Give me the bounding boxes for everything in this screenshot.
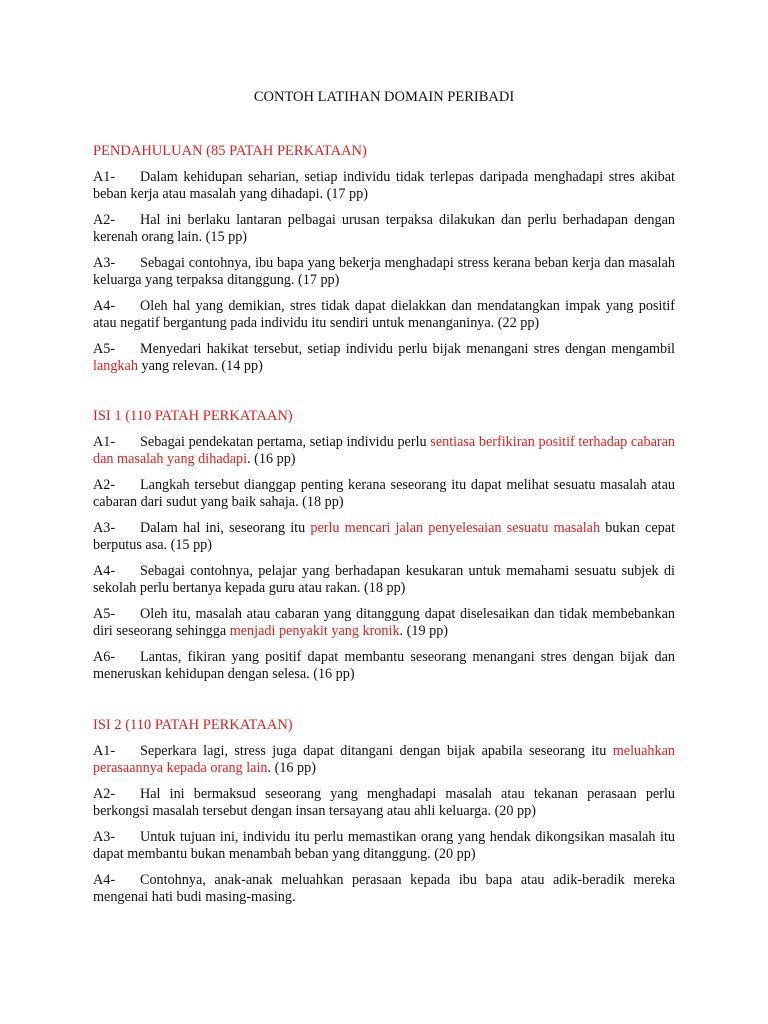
paragraph-isi-2-4 xyxy=(93,872,675,907)
paragraph-label: A5- xyxy=(93,606,116,622)
paragraph-label: A3- xyxy=(93,520,116,536)
paragraph-label: A3- xyxy=(93,255,116,271)
section-isi-2 xyxy=(93,716,675,915)
paragraph-isi-2-3 xyxy=(93,829,675,864)
paragraph-text: Lantas, fikiran yang positif dapat membantu seseorang menangani stres dengan bijak dan meneruskan kehidupan dengan selesa. (16 pp) xyxy=(93,649,675,683)
paragraph-text: Langkah tersebut dianggap penting kerana seseorang itu dapat melihat sesuatu masalah atau cabaran dari sudut yang baik sahaja. (18 pp) xyxy=(93,477,675,511)
paragraph-isi-1-1 xyxy=(93,434,675,469)
paragraph-text: Menyedari hakikat tersebut, setiap individu perlu bijak menangani stres dengan mengambil xyxy=(140,341,675,357)
paragraph-label: A2- xyxy=(93,786,116,802)
paragraph-isi-1-6 xyxy=(93,649,675,684)
paragraph-isi-1-3 xyxy=(93,520,675,555)
paragraph-text: Untuk tujuan ini, individu itu perlu memastikan orang yang hendak dikongsikan masalah itu dapat membantu bukan menambah beban yang ditanggung. (20 pp) xyxy=(93,829,675,863)
paragraph-text: Dalam kehidupan seharian, setiap individu tidak terlepas daripada menghadapi stres akibat beban kerja atau masalah yang dihadapi. (17 pp) xyxy=(93,169,675,203)
highlighted-text: perlu mencari jalan penyelesaian sesuatu masalah xyxy=(310,520,601,536)
paragraph-text: yang relevan. (14 pp) xyxy=(137,358,263,375)
paragraph-label: A4- xyxy=(93,563,116,579)
paragraph-pendahuluan-4 xyxy=(93,298,675,333)
paragraph-isi-1-2 xyxy=(93,477,675,512)
paragraph-isi-2-2 xyxy=(93,786,675,821)
highlighted-text: menjadi penyakit yang kronik xyxy=(229,623,400,640)
paragraph-label: A6- xyxy=(93,649,116,665)
paragraph-label: A3- xyxy=(93,829,116,845)
paragraph-label: A2- xyxy=(93,212,116,228)
paragraph-text: . (19 pp) xyxy=(399,623,449,640)
paragraph-text: Hal ini berlaku lantaran pelbagai urusan terpaksa dilakukan dan perlu berhadapan dengan kerenah orang lain. (15 pp) xyxy=(93,212,675,246)
paragraph-label: A1- xyxy=(93,434,116,450)
paragraph-text: . (16 pp) xyxy=(267,760,316,777)
paragraph-text: Sebagai pendekatan pertama, setiap individu perlu xyxy=(140,434,431,450)
section-pendahuluan xyxy=(93,142,675,384)
paragraph-isi-1-4 xyxy=(93,563,675,598)
paragraph-label: A2- xyxy=(93,477,116,493)
paragraph-pendahuluan-3 xyxy=(93,255,675,290)
paragraph-pendahuluan-5 xyxy=(93,341,675,376)
paragraph-label: A1- xyxy=(93,169,116,185)
paragraph-text: Sebagai contohnya, pelajar yang berhadapan kesukaran untuk memahami sesuatu subjek di sekolah perlu bertanya kepada guru atau rakan. (18 pp) xyxy=(93,563,675,597)
paragraph-text: Oleh hal yang demikian, stres tidak dapat dielakkan dan mendatangkan impak yang positif atau negatif bergantung pada individu itu sendiri untuk menanganinya. (22 pp) xyxy=(93,298,675,332)
paragraph-isi-2-1 xyxy=(93,743,675,778)
section-heading-isi-2: ISI 2 (110 PATAH PERKATAAN) xyxy=(93,717,293,733)
paragraph-text: bukan cepat berputus asa. (15 pp) xyxy=(93,520,675,554)
paragraph-pendahuluan-2 xyxy=(93,212,675,247)
paragraph-label: A5- xyxy=(93,341,116,357)
paragraph-pendahuluan-1 xyxy=(93,169,675,204)
highlighted-text: langkah xyxy=(93,358,138,375)
paragraph-text: Contohnya, anak-anak meluahkan perasaan kepada ibu bapa atau adik-beradik mereka mengenai hati budi masing-masing. xyxy=(93,872,675,906)
paragraph-text: Dalam hal ini, seseorang itu xyxy=(140,520,311,536)
paragraph-text: . (16 pp) xyxy=(247,451,296,468)
paragraph-text: Seperkara lagi, stress juga dapat ditangani dengan bijak apabila seseorang itu xyxy=(140,743,613,759)
highlighted-text: sentiasa berfikiran positif terhadap cabaran dan masalah yang dihadapi xyxy=(93,434,676,468)
document-title: CONTOH LATIHAN DOMAIN PERIBADI xyxy=(253,89,515,105)
paragraph-text: Oleh itu, masalah atau cabaran yang ditanggung dapat diselesaikan dan tidak membebankan diri seseorang sehingga xyxy=(93,606,675,640)
paragraph-text: Sebagai contohnya, ibu bapa yang bekerja menghadapi stress kerana beban kerja dan masalah keluarga yang terpaksa ditanggung. (17 pp) xyxy=(93,255,675,289)
section-heading-isi-1: ISI 1 (110 PATAH PERKATAAN) xyxy=(93,408,293,424)
section-heading-pendahuluan: PENDAHULUAN (85 PATAH PERKATAAN) xyxy=(93,143,367,159)
paragraph-label: A4- xyxy=(93,872,116,888)
paragraph-label: A1- xyxy=(93,743,116,759)
paragraph-isi-1-5 xyxy=(93,606,675,641)
section-isi-1 xyxy=(93,407,675,692)
paragraph-text: Hal ini bermaksud seseorang yang menghadapi masalah atau tekanan perasaan perlu berkongsi masalah tersebut dengan insan tersayang atau ahli keluarga. (20 pp) xyxy=(93,786,675,820)
highlighted-text: meluahkan perasaannya kepada orang lain xyxy=(93,743,675,777)
paragraph-label: A4- xyxy=(93,298,116,314)
